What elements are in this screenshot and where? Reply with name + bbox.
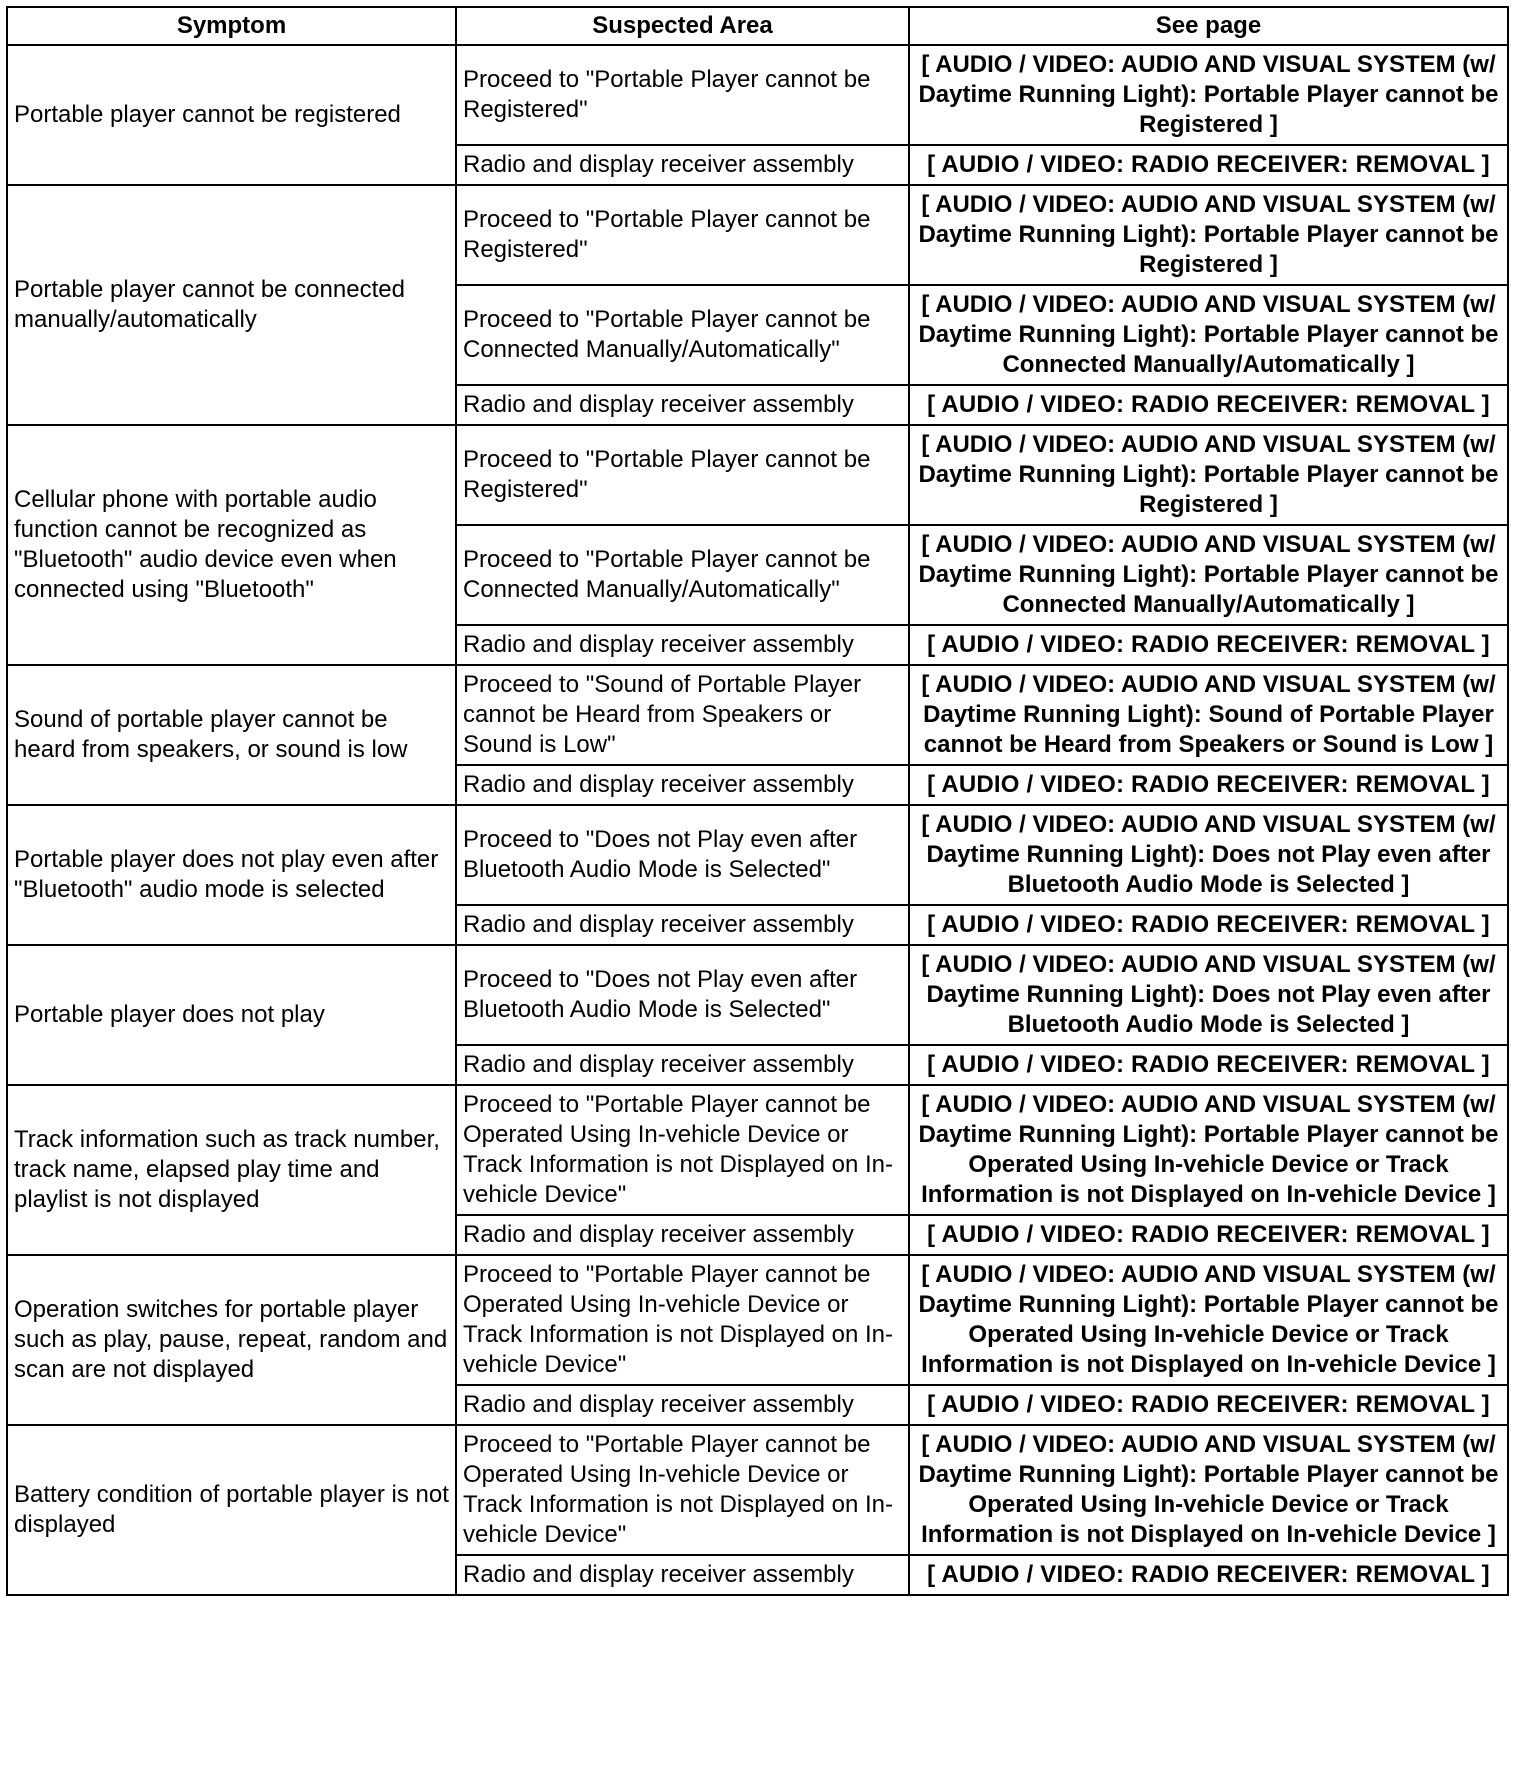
see-page-link[interactable]: [ AUDIO / VIDEO: AUDIO AND VISUAL SYSTEM (w/ Daytime Running Light): Sound of Portable Player cannot be Heard from Speakers or Sound is Low ]: [921, 671, 1496, 758]
suspected-area-cell: Proceed to "Sound of Portable Player cannot be Heard from Speakers or Sound is Low": [456, 665, 909, 765]
see-page-cell: [909, 625, 1508, 665]
see-page-link[interactable]: [ AUDIO / VIDEO: AUDIO AND VISUAL SYSTEM (w/ Daytime Running Light): Portable Player cannot be Registered ]: [918, 191, 1499, 278]
suspected-area-cell: Proceed to "Does not Play even after Bluetooth Audio Mode is Selected": [456, 805, 909, 905]
see-page-cell: [909, 1215, 1508, 1255]
see-page-cell: [909, 185, 1508, 285]
symptom-cell: Cellular phone with portable audio function cannot be recognized as "Bluetooth" audio device even when connected using "Bluetooth": [7, 425, 456, 665]
header-row: [7, 7, 1508, 45]
problem-symptoms-table: [6, 6, 1509, 1596]
symptom-cell: Operation switches for portable player such as play, pause, repeat, random and scan are not displayed: [7, 1255, 456, 1425]
suspected-area-cell: Radio and display receiver assembly: [456, 765, 909, 805]
see-page-cell: [909, 665, 1508, 765]
suspected-area-cell: Proceed to "Portable Player cannot be Connected Manually/Automatically": [456, 285, 909, 385]
see-page-link[interactable]: [ AUDIO / VIDEO: RADIO RECEIVER: REMOVAL ]: [927, 1391, 1490, 1418]
symptom-cell: Battery condition of portable player is not displayed: [7, 1425, 456, 1595]
see-page-link[interactable]: [ AUDIO / VIDEO: RADIO RECEIVER: REMOVAL ]: [927, 391, 1490, 418]
see-page-link[interactable]: [ AUDIO / VIDEO: RADIO RECEIVER: REMOVAL ]: [927, 1221, 1490, 1248]
see-page-cell: [909, 1555, 1508, 1595]
symptom-cell: Portable player cannot be registered: [7, 45, 456, 185]
symptom-cell: Track information such as track number, track name, elapsed play time and playlist is not displayed: [7, 1085, 456, 1255]
see-page-cell: [909, 1085, 1508, 1215]
see-page-cell: [909, 385, 1508, 425]
see-page-link[interactable]: [ AUDIO / VIDEO: RADIO RECEIVER: REMOVAL ]: [927, 911, 1490, 938]
suspected-area-cell: Proceed to "Portable Player cannot be Connected Manually/Automatically": [456, 525, 909, 625]
suspected-area-cell: Radio and display receiver assembly: [456, 1385, 909, 1425]
see-page-cell: [909, 765, 1508, 805]
see-page-link[interactable]: [ AUDIO / VIDEO: AUDIO AND VISUAL SYSTEM (w/ Daytime Running Light): Does not Play even after Bluetooth Audio Mode is Selected ]: [921, 951, 1496, 1038]
see-page-cell: [909, 145, 1508, 185]
table-row: [7, 665, 1508, 765]
table-body: [7, 45, 1508, 1595]
header-symptom: Symptom: [7, 7, 456, 45]
symptom-cell: Sound of portable player cannot be heard from speakers, or sound is low: [7, 665, 456, 805]
see-page-cell: [909, 45, 1508, 145]
see-page-link[interactable]: [ AUDIO / VIDEO: AUDIO AND VISUAL SYSTEM (w/ Daytime Running Light): Portable Player cannot be Operated Using In-vehicle Device or Track Information is not Displayed on In-vehicle Device ]: [918, 1431, 1499, 1548]
see-page-cell: [909, 1255, 1508, 1385]
see-page-cell: [909, 805, 1508, 905]
see-page-cell: [909, 285, 1508, 385]
see-page-cell: [909, 905, 1508, 945]
suspected-area-cell: Proceed to "Does not Play even after Bluetooth Audio Mode is Selected": [456, 945, 909, 1045]
see-page-link[interactable]: [ AUDIO / VIDEO: AUDIO AND VISUAL SYSTEM (w/ Daytime Running Light): Portable Player cannot be Connected Manually/Automatically ]: [918, 291, 1499, 378]
suspected-area-cell: Radio and display receiver assembly: [456, 1555, 909, 1595]
see-page-link[interactable]: [ AUDIO / VIDEO: AUDIO AND VISUAL SYSTEM (w/ Daytime Running Light): Portable Player cannot be Registered ]: [918, 51, 1499, 138]
table-row: [7, 805, 1508, 905]
see-page-link[interactable]: [ AUDIO / VIDEO: RADIO RECEIVER: REMOVAL ]: [927, 631, 1490, 658]
suspected-area-cell: Radio and display receiver assembly: [456, 1045, 909, 1085]
suspected-area-cell: Radio and display receiver assembly: [456, 1215, 909, 1255]
symptom-cell: Portable player cannot be connected manually/automatically: [7, 185, 456, 425]
suspected-area-cell: Proceed to "Portable Player cannot be Registered": [456, 185, 909, 285]
table-row: [7, 945, 1508, 1045]
see-page-link[interactable]: [ AUDIO / VIDEO: AUDIO AND VISUAL SYSTEM (w/ Daytime Running Light): Portable Player cannot be Operated Using In-vehicle Device or Track Information is not Displayed on In-vehicle Device ]: [918, 1091, 1499, 1208]
see-page-link[interactable]: [ AUDIO / VIDEO: RADIO RECEIVER: REMOVAL ]: [927, 771, 1490, 798]
suspected-area-cell: Proceed to "Portable Player cannot be Operated Using In-vehicle Device or Track Information is not Displayed on In-vehicle Device": [456, 1085, 909, 1215]
table-row: [7, 1425, 1508, 1555]
symptom-cell: Portable player does not play even after "Bluetooth" audio mode is selected: [7, 805, 456, 945]
see-page-link[interactable]: [ AUDIO / VIDEO: AUDIO AND VISUAL SYSTEM (w/ Daytime Running Light): Portable Player cannot be Connected Manually/Automatically ]: [918, 531, 1499, 618]
see-page-link[interactable]: [ AUDIO / VIDEO: RADIO RECEIVER: REMOVAL ]: [927, 151, 1490, 178]
see-page-link[interactable]: [ AUDIO / VIDEO: AUDIO AND VISUAL SYSTEM (w/ Daytime Running Light): Portable Player cannot be Registered ]: [918, 431, 1499, 518]
see-page-link[interactable]: [ AUDIO / VIDEO: RADIO RECEIVER: REMOVAL ]: [927, 1051, 1490, 1078]
suspected-area-cell: Proceed to "Portable Player cannot be Operated Using In-vehicle Device or Track Information is not Displayed on In-vehicle Device": [456, 1255, 909, 1385]
suspected-area-cell: Proceed to "Portable Player cannot be Registered": [456, 425, 909, 525]
header-see-page: See page: [909, 7, 1508, 45]
suspected-area-cell: Proceed to "Portable Player cannot be Registered": [456, 45, 909, 145]
header-suspected-area: Suspected Area: [456, 7, 909, 45]
see-page-cell: [909, 945, 1508, 1045]
see-page-link[interactable]: [ AUDIO / VIDEO: AUDIO AND VISUAL SYSTEM (w/ Daytime Running Light): Does not Play even after Bluetooth Audio Mode is Selected ]: [921, 811, 1496, 898]
see-page-cell: [909, 1045, 1508, 1085]
suspected-area-cell: Radio and display receiver assembly: [456, 145, 909, 185]
table-row: [7, 185, 1508, 285]
suspected-area-cell: Proceed to "Portable Player cannot be Operated Using In-vehicle Device or Track Information is not Displayed on In-vehicle Device": [456, 1425, 909, 1555]
see-page-cell: [909, 425, 1508, 525]
see-page-cell: [909, 1425, 1508, 1555]
see-page-link[interactable]: [ AUDIO / VIDEO: AUDIO AND VISUAL SYSTEM (w/ Daytime Running Light): Portable Player cannot be Operated Using In-vehicle Device or Track Information is not Displayed on In-vehicle Device ]: [918, 1261, 1499, 1378]
table-row: [7, 425, 1508, 525]
symptom-cell: Portable player does not play: [7, 945, 456, 1085]
suspected-area-cell: Radio and display receiver assembly: [456, 625, 909, 665]
suspected-area-cell: Radio and display receiver assembly: [456, 905, 909, 945]
table-header: [7, 7, 1508, 45]
suspected-area-cell: Radio and display receiver assembly: [456, 385, 909, 425]
table-row: [7, 1085, 1508, 1215]
table-row: [7, 45, 1508, 145]
see-page-cell: [909, 525, 1508, 625]
see-page-link[interactable]: [ AUDIO / VIDEO: RADIO RECEIVER: REMOVAL ]: [927, 1561, 1490, 1588]
table-row: [7, 1255, 1508, 1385]
see-page-cell: [909, 1385, 1508, 1425]
